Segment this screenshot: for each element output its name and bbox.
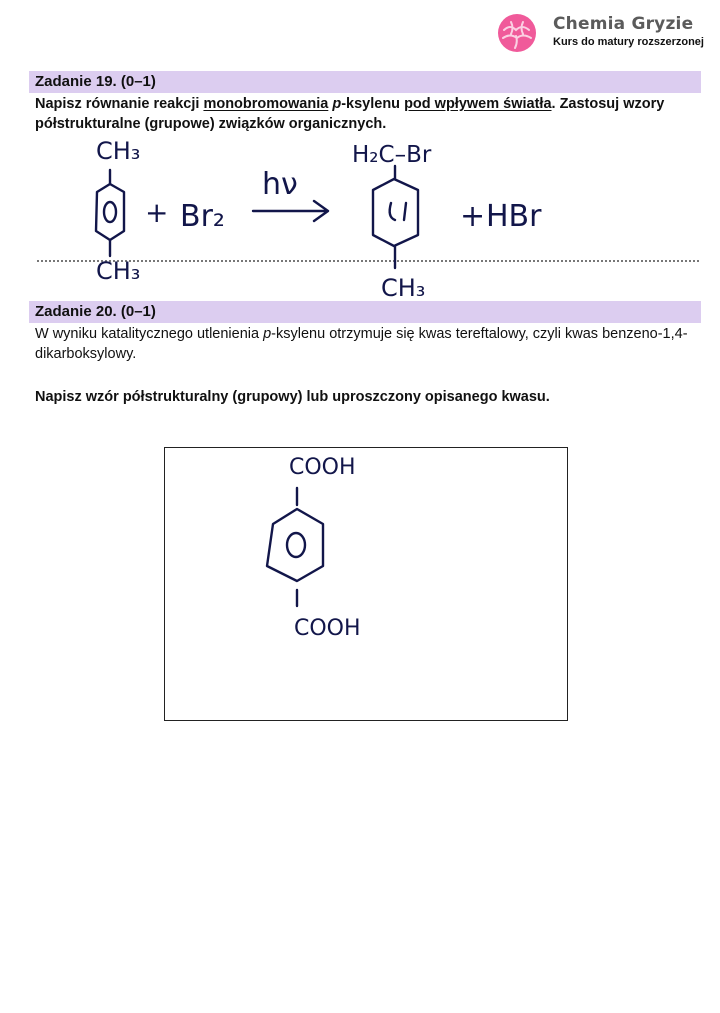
prompt-text: W wyniku katalitycznego utlenienia [35, 326, 264, 342]
hw-substituent-top: CH₃ [96, 137, 141, 165]
task-20-title: Zadanie 20. (0–1) [35, 303, 156, 320]
hw-product-bottom: CH₃ [381, 274, 426, 302]
task-19-title: Zadanie 19. (0–1) [35, 73, 156, 90]
prompt-text: . Zastosuj wzory półstrukturalne (grupowe) związków organicznych. [35, 96, 665, 132]
prompt-underlined-term: monobromowania [203, 96, 329, 112]
hw-plus-1: + [145, 196, 169, 229]
hw-product-top: H₂C–Br [352, 142, 432, 168]
brand-name: Chemia Gryzie [553, 14, 694, 34]
hw-byproduct: HBr [486, 199, 542, 234]
product-benzene-ring [373, 166, 418, 268]
prompt-text: Napisz równanie reakcji [35, 96, 204, 112]
reaction-arrow [253, 201, 328, 221]
prompt-italic: p [332, 96, 342, 112]
prompt-italic: p [263, 326, 272, 342]
hw-reagent: Br₂ [180, 199, 225, 234]
prompt-text: -ksylenu otrzymuje się kwas tereftalowy, czyli kwas benzeno-1,4-dikarboksylowy. [35, 326, 688, 362]
hw-cooh-top: COOH [289, 455, 356, 480]
prompt-underlined-condition: pod wpływem światła [404, 96, 552, 112]
hw-condition: hν [262, 167, 298, 202]
prompt-text: -ksylenu [341, 96, 405, 112]
terephthalic-benzene-ring [267, 488, 323, 606]
hw-plus-2: + [460, 199, 486, 234]
hw-substituent-bottom: CH₃ [96, 257, 141, 285]
hw-cooh-bottom: COOH [294, 616, 361, 641]
reactant-benzene-ring [96, 170, 124, 256]
task-20-question: Napisz wzór półstrukturalny (grupowy) lub uproszczony opisanego kwasu. [35, 389, 550, 405]
brand-subtitle: Kurs do matury rozszerzonej [553, 36, 704, 48]
